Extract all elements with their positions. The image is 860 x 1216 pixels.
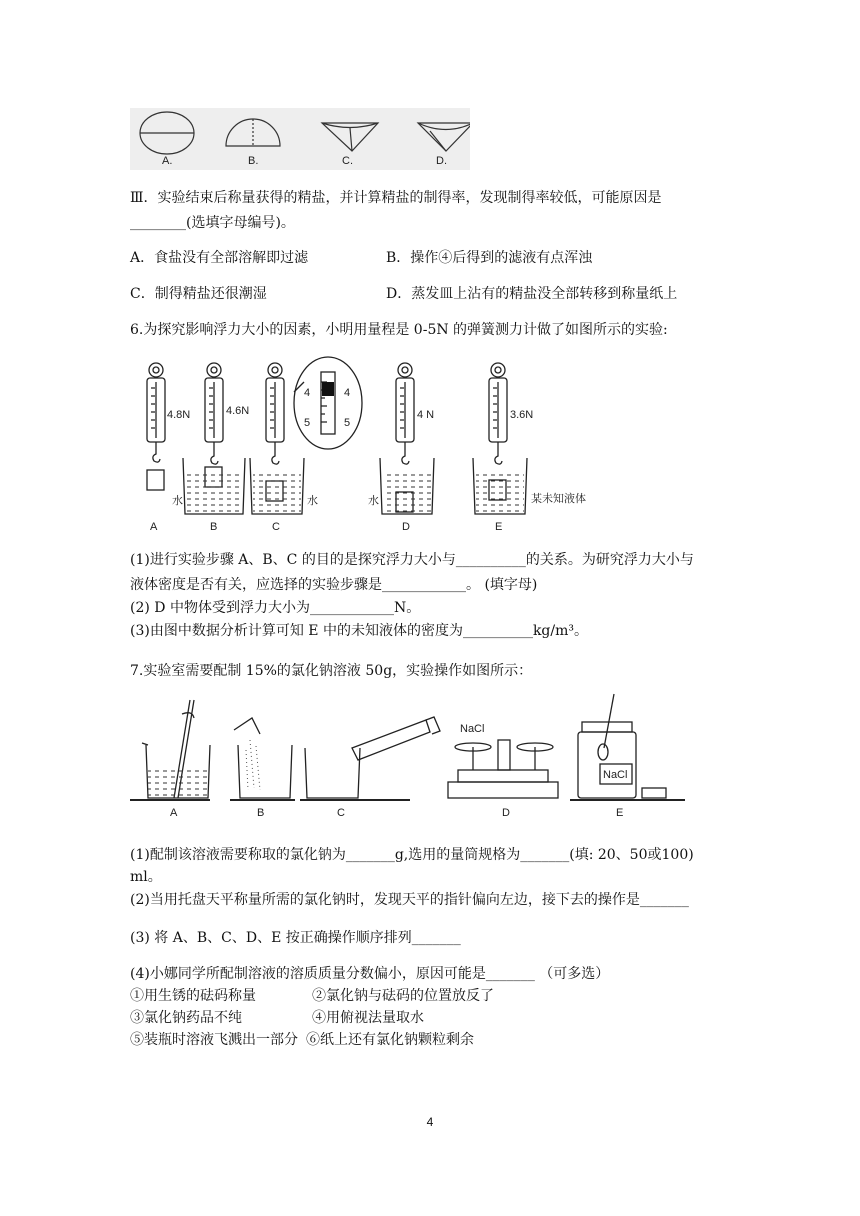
q6-step-e: E [495,521,503,533]
q5-line1: Ⅲ．实验结束后称量获得的精盐，并计算精盐的制得率，发现制得率较低，可能原因是 [130,190,662,206]
page-number: 4 [426,1115,434,1129]
q6-sub2: (2) D 中物体受到浮力大小为____________N。 [130,600,421,616]
q7-step-b: B [257,807,265,819]
q7-step-a: A [170,807,178,819]
zoom-tick-5-left: 5 [304,417,311,429]
q6-step-c: C [272,521,280,533]
q5-option-c: C．制得精盐还很潮湿 [130,286,267,302]
q7-step-e: E [616,807,624,819]
q5-option-a: A．食盐没有全部溶解即过滤 [130,250,309,266]
q7-option-5: ⑤装瓶时溶液飞溅出一部分 [130,1032,298,1048]
reading-d: 4 N [417,409,435,421]
q7-sub1-a: (1)配制该溶液需要称取的氯化钠为_______g,选用的量筒规格为_______(填: 20、50或100) [130,847,694,863]
q7-step-d: D [502,807,510,819]
q7-option-4: ④用俯视法量取水 [312,1010,424,1026]
q7-option-6: ⑥纸上还有氯化钠颗粒剩余 [306,1032,474,1048]
nacl-label-balance: NaCl [460,723,485,735]
water-label-c: 水 [307,495,318,507]
q6-step-b: B [210,521,218,533]
q6-sub1-a: (1)进行实验步骤 A、B、C 的目的是探究浮力大小与__________的关系。为研究浮力大小与 [130,552,694,568]
q6-sub3: (3)由图中数据分析计算可知 E 中的未知液体的密度为__________kg/m³。 [130,623,588,639]
q7-sub3: (3) 将 A、B、C、D、E 按正确操作顺序排列_______ [130,930,461,946]
q5-option-d: D．蒸发皿上沾有的精盐没全部转移到称量纸上 [386,286,678,302]
reading-a: 4.8N [167,409,191,421]
water-label-b: 水 [172,495,183,507]
fig1-label-b: B. [248,155,259,167]
q7-option-3: ③氯化钠药品不纯 [130,1010,242,1026]
fig1-label-a: A. [162,155,173,167]
q7-sub2: (2)当用托盘天平称量所需的氯化钠时，发现天平的指针偏向左边，接下去的操作是_______ [130,892,689,908]
nacl-label-jar: NaCl [603,769,628,781]
fig1-label-d: D. [436,155,447,167]
q7-step-c: C [337,807,345,819]
q7-sub1-b: ml。 [130,869,162,885]
reading-e: 3.6N [510,409,534,421]
q7-intro: 7.实验室需要配制 15%的氯化钠溶液 50g，实验操作如图所示： [130,663,533,679]
fig1-label-c: C. [342,155,353,167]
filter-paper-figure [130,108,470,170]
q7-sub4: (4)小娜同学所配制溶液的溶质质量分数偏小，原因可能是_______ （可多选） [130,966,610,982]
water-label-d: 水 [368,495,379,507]
zoom-tick-4-left: 4 [304,387,311,399]
zoom-tick-4-right: 4 [344,387,351,399]
buoyancy-experiment-figure [130,352,610,536]
q6-intro: 6.为探究影响浮力大小的因素，小明用量程是 0-5N 的弹簧测力计做了如图所示的实验: [130,322,668,338]
q7-option-2: ②氯化钠与砝码的位置放反了 [312,988,494,1004]
unknown-liquid-label: 某未知液体 [531,493,586,505]
zoom-tick-5-right: 5 [344,417,351,429]
q5-option-b: B．操作④后得到的滤液有点浑浊 [386,250,593,266]
q5-line2: ________(选填字母编号)。 [130,215,295,231]
q6-sub1-b: 液体密度是否有关，应选择的实验步骤是____________。 (填字母) [130,577,538,593]
solution-prep-figure [130,690,690,824]
q7-option-1: ①用生锈的砝码称量 [130,988,256,1004]
q6-step-a: A [150,521,158,533]
q6-step-d: D [402,521,410,533]
reading-b: 4.6N [226,405,250,417]
